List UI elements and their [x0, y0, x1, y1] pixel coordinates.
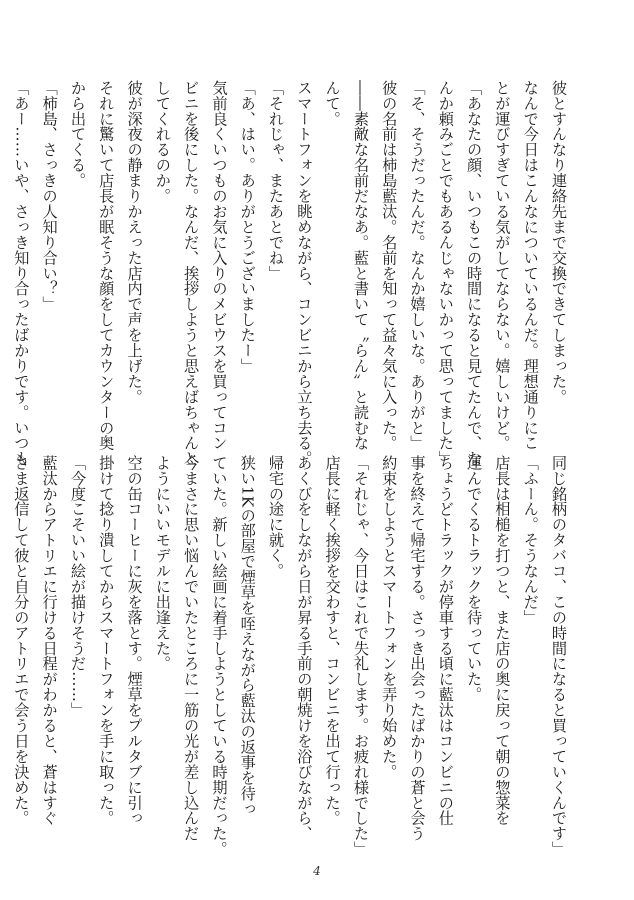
- lower-text-block: [7, 455, 573, 857]
- text-line: 彼が深夜の静まりかえった店内で声を上げた。: [125, 80, 144, 405]
- text-line: 「それじゃ、またあとでね」: [267, 80, 286, 281]
- text-line: ――素敵な名前だなあ。藍と書いて〝らん〟と読むな: [351, 80, 370, 451]
- text-line: ていた。新しい絵画に着手しようとしている時期だった。: [210, 455, 229, 857]
- text-line: 「それじゃ、今日はこれで失礼します。お疲れ様でした」: [351, 455, 370, 857]
- text-line: 店長に軽く挨拶を交わすと、コンビニを出て行った。: [323, 455, 342, 826]
- text-line: 「あ、はい。ありがとうございましたー」: [238, 80, 257, 374]
- text-line: んか頼みごとでもあるんじゃないかって思ってました」: [436, 80, 455, 467]
- text-line: 彼とすんなり連絡先まで交換できてしまった。: [550, 80, 568, 405]
- text-line: から出てくる。: [68, 80, 87, 189]
- text-line: してくれるのか。: [153, 80, 172, 204]
- text-line: 「今度こそいい絵が描けそうだ……」: [68, 455, 87, 718]
- text-line: あくびをしながら日が昇る手前の朝焼けを浴びながら、: [295, 455, 314, 842]
- text-line: んて。: [323, 80, 342, 127]
- text-line: 同じ銘柄のタバコ、この時間になると買っていくんです」: [550, 455, 568, 857]
- text-line: ちょうどトラックが停車する頃に藍汰はコンビニの仕: [436, 455, 455, 826]
- text-line: さま返信して彼と自分のアトリエで会う日を決めた。: [12, 455, 31, 826]
- text-line: 「そ、そうだったんだ。なんか嬉しいな。ありがと」: [408, 80, 427, 451]
- text-line: ようにいいモデルに出逢えた。: [153, 455, 172, 672]
- text-line: 空の缶コーヒーに灰を落とす。煙草をプルタブに引っ: [125, 455, 144, 826]
- text-line: 狭い1Kの部屋で煙草を咥えながら藍汰の返事を待っ: [238, 455, 257, 817]
- text-line: 「あなたの顔、いつもこの時間になると見てたんで、な: [465, 80, 484, 467]
- text-line: 「あー……いや、さっき知り合ったばかりです。いつも: [12, 80, 31, 467]
- text-line: 事を終えて帰宅する。さっき出会ったばかりの蒼と会う: [408, 455, 427, 842]
- text-line: 運んでくるトラックを待っていた。: [465, 455, 484, 703]
- text-line: 掛けて捻り潰してからスマートフォンを手に取った。: [97, 455, 116, 826]
- page-number: 4: [313, 864, 321, 878]
- text-line: スマートフォンを眺めながら、コンビニから立ち去る。: [295, 80, 314, 467]
- text-line: とが運びすぎている気がしてならない。嬉しいけど。: [493, 80, 512, 451]
- text-line: 帰宅の途に就く。: [267, 455, 286, 579]
- text-line: なんで今日はこんなについているんだ。理想通りにこ: [521, 80, 540, 451]
- text-line: 店長は相槌を打つと、また店の奥に戻って朝の惣菜を: [493, 455, 512, 826]
- text-line: ビニを後にした。なんだ、挨拶しようと思えばちゃんと: [182, 80, 201, 467]
- text-line: 「ふーん。そうなんだ」: [521, 455, 540, 625]
- text-line: 藍汰からアトリエに行ける日程がわかると、蒼はすぐ: [40, 455, 59, 826]
- text-line: 彼の名前は柿島藍汰。名前を知って益々気に入った。: [380, 80, 399, 451]
- text-line: 今まさに思い悩んでいたところに一筋の光が差し込んだ: [182, 455, 201, 842]
- text-line: 約束をしようとスマートフォンを弄り始めた。: [380, 455, 399, 780]
- text-line: 気前良くいつものお気に入りのメビウスを買ってコン: [210, 80, 229, 451]
- text-line: それに驚いて店長が眠そうな顔をしてカウンターの奥: [97, 80, 116, 451]
- text-line: 「柿島、さっきの人知り合い？」: [40, 80, 59, 312]
- upper-text-block: [7, 80, 573, 467]
